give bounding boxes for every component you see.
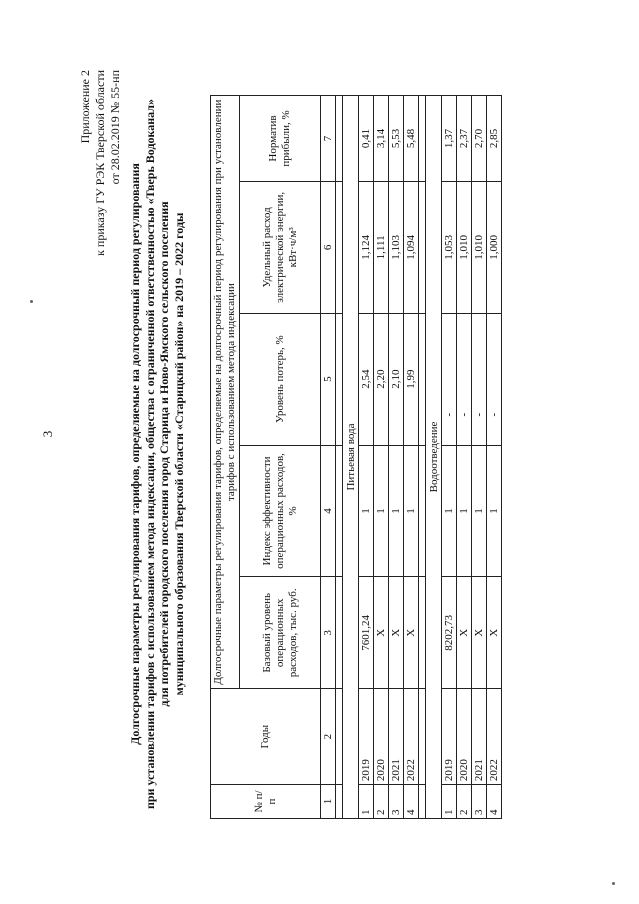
section-title-wastewater: Водоотведение: [426, 96, 442, 819]
header-years: Годы: [211, 689, 321, 785]
cell-base-level: 8202,73: [442, 577, 457, 689]
cell-base-level: Х: [404, 577, 419, 689]
cell-energy: 1,111: [374, 181, 389, 313]
cell-energy: 1,010: [472, 181, 487, 313]
header-efficiency: Индекс эффективности операционных расходов, %: [240, 445, 321, 577]
cell-num: 3: [389, 785, 404, 819]
cell-profit: 1,37: [442, 96, 457, 182]
cell-energy: 1,053: [442, 181, 457, 313]
spacer-cell: [336, 181, 343, 313]
header-energy: Удельный расход электрической энергии, кВт·ч/м³: [240, 181, 321, 313]
scan-speck: [612, 882, 615, 885]
cell-year: 2021: [389, 689, 404, 785]
cell-energy: 1,103: [389, 181, 404, 313]
table-row: [359, 96, 374, 819]
cell-base-level: 7601,24: [359, 577, 374, 689]
cell-base-level: Х: [472, 577, 487, 689]
cell-efficiency: 1: [457, 445, 472, 577]
scan-speck: [30, 300, 33, 303]
spacer-cell: [419, 445, 426, 577]
spacer-cell: [419, 96, 426, 182]
cell-year: 2022: [404, 689, 419, 785]
cell-profit: 5,53: [389, 96, 404, 182]
spacer-cell: [419, 313, 426, 445]
spacer-cell: [336, 577, 343, 689]
cell-efficiency: 1: [472, 445, 487, 577]
cell-num: 2: [374, 785, 389, 819]
header-num: № п/п: [211, 785, 321, 819]
table-row: [487, 96, 502, 819]
col-number-1: 1: [321, 785, 336, 819]
cell-profit: 0,41: [359, 96, 374, 182]
cell-losses: 2,54: [359, 313, 374, 445]
cell-losses: 2,10: [389, 313, 404, 445]
title-line-4: муниципального образования Тверской области «Старицкий район» на 2019 – 2022 годы: [171, 212, 186, 696]
annex-line-2: к приказу ГУ РЭК Тверской области: [93, 70, 107, 256]
annex-line-1: Приложение 2: [78, 70, 92, 144]
cell-num: 1: [442, 785, 457, 819]
cell-year: 2021: [472, 689, 487, 785]
cell-profit: 3,14: [374, 96, 389, 182]
cell-energy: 1,124: [359, 181, 374, 313]
annex-reference: [78, 70, 123, 256]
document-title: [128, 74, 186, 834]
title-line-3: для потребителей городского поселения город Старица и Ново-Ямского сельского поселения: [157, 201, 171, 707]
header-base-level: Базовый уровень операционных расходов, тыс. руб.: [240, 577, 321, 689]
cell-losses: 2,20: [374, 313, 389, 445]
cell-profit: 2,37: [457, 96, 472, 182]
table-row: [472, 96, 487, 819]
col-number-4: 4: [321, 445, 336, 577]
section-title-water: Питьевая вода: [343, 96, 359, 819]
annex-line-3: от 28.02.2019 № 55-нп: [108, 70, 122, 185]
cell-losses: -: [487, 313, 502, 445]
title-line-2: при установлении тарифов с использованием метода индексации, общества с ограниченной ответственностью «Тверь Водоканал»: [142, 98, 157, 810]
header-group: Долгосрочные параметры регулирования тарифов, определяемые на долгосрочный период регулирования при установлении тарифов с использованием метода индексации: [211, 96, 240, 689]
col-number-7: 7: [321, 96, 336, 182]
cell-base-level: Х: [374, 577, 389, 689]
col-number-2: 2: [321, 689, 336, 785]
cell-losses: -: [472, 313, 487, 445]
parameters-table: [210, 95, 502, 819]
page-number: 3: [40, 430, 55, 438]
col-number-6: 6: [321, 181, 336, 313]
table-row: [457, 96, 472, 819]
spacer-cell: [419, 785, 426, 819]
table-row: [442, 96, 457, 819]
table-row: [404, 96, 419, 819]
cell-efficiency: 1: [487, 445, 502, 577]
cell-num: 2: [457, 785, 472, 819]
col-number-3: 3: [321, 577, 336, 689]
table-row: [374, 96, 389, 819]
cell-num: 3: [472, 785, 487, 819]
cell-base-level: Х: [389, 577, 404, 689]
cell-base-level: Х: [457, 577, 472, 689]
cell-energy: 1,000: [487, 181, 502, 313]
cell-efficiency: 1: [442, 445, 457, 577]
cell-num: 1: [359, 785, 374, 819]
cell-energy: 1,010: [457, 181, 472, 313]
cell-base-level: Х: [487, 577, 502, 689]
cell-energy: 1,094: [404, 181, 419, 313]
spacer-cell: [419, 181, 426, 313]
spacer-cell: [336, 689, 343, 785]
header-losses: Уровень потерь, %: [240, 313, 321, 445]
header-profit: Норматив прибыли, %: [240, 96, 321, 182]
col-number-5: 5: [321, 313, 336, 445]
cell-efficiency: 1: [374, 445, 389, 577]
spacer-cell: [419, 577, 426, 689]
cell-efficiency: 1: [404, 445, 419, 577]
spacer-cell: [419, 689, 426, 785]
spacer-cell: [336, 445, 343, 577]
spacer-cell: [336, 96, 343, 182]
cell-num: 4: [487, 785, 502, 819]
spacer-cell: [336, 313, 343, 445]
cell-year: 2020: [457, 689, 472, 785]
cell-profit: 2,85: [487, 96, 502, 182]
cell-year: 2019: [359, 689, 374, 785]
table-row: [389, 96, 404, 819]
cell-profit: 5,48: [404, 96, 419, 182]
cell-year: 2022: [487, 689, 502, 785]
spacer-cell: [336, 785, 343, 819]
cell-losses: -: [457, 313, 472, 445]
cell-year: 2020: [374, 689, 389, 785]
cell-losses: 1,99: [404, 313, 419, 445]
cell-year: 2019: [442, 689, 457, 785]
cell-efficiency: 1: [389, 445, 404, 577]
cell-profit: 2,70: [472, 96, 487, 182]
cell-losses: -: [442, 313, 457, 445]
cell-efficiency: 1: [359, 445, 374, 577]
title-line-1: Долгосрочные параметры регулирования тарифов, определяемые на долгосрочный период регулирования: [128, 163, 142, 745]
cell-num: 4: [404, 785, 419, 819]
